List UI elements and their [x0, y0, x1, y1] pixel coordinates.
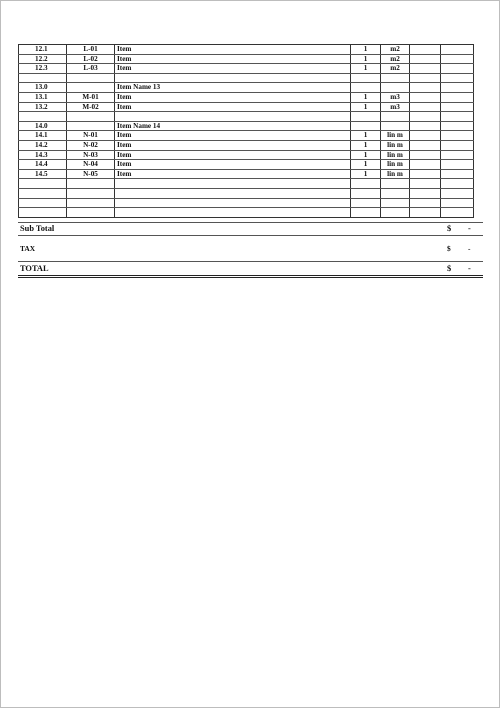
table-row: [19, 121, 474, 131]
item-amount-cell: [441, 179, 474, 189]
item-code-cell: [67, 198, 115, 208]
item-quantity-cell: 1: [351, 160, 381, 170]
table-row: [19, 102, 474, 112]
item-amount-cell: [441, 208, 474, 218]
item-quantity-cell: 1: [351, 131, 381, 141]
tax-currency: $: [447, 244, 451, 253]
item-unit-cell: m2: [381, 45, 410, 55]
item-unit-cell: lin m: [381, 169, 410, 179]
total-rule-2: [18, 277, 483, 278]
table-row: [19, 45, 474, 55]
item-rate-cell: [410, 150, 441, 160]
item-description-cell: [115, 198, 351, 208]
item-rate-cell: [410, 169, 441, 179]
item-number-cell: [19, 73, 67, 83]
subtotal-currency: $: [447, 224, 452, 233]
item-number-cell: [19, 188, 67, 198]
item-description-cell: Item: [115, 64, 351, 74]
item-rate-cell: [410, 208, 441, 218]
item-code-cell: L-01: [67, 45, 115, 55]
item-code-cell: [67, 208, 115, 218]
item-quantity-cell: 1: [351, 92, 381, 102]
item-number-cell: 14.2: [19, 140, 67, 150]
item-description-cell: Item: [115, 92, 351, 102]
table-row: [19, 54, 474, 64]
item-unit-cell: lin m: [381, 140, 410, 150]
item-amount-cell: [441, 188, 474, 198]
item-rate-cell: [410, 179, 441, 189]
item-quantity-cell: [351, 112, 381, 122]
item-quantity-cell: [351, 121, 381, 131]
total-rule-1: [18, 275, 483, 276]
item-quantity-cell: [351, 73, 381, 83]
item-quantity-cell: [351, 188, 381, 198]
item-quantity-cell: [351, 83, 381, 93]
item-rate-cell: [410, 54, 441, 64]
item-rate-cell: [410, 112, 441, 122]
tax-label: TAX: [20, 244, 36, 253]
item-rate-cell: [410, 73, 441, 83]
item-unit-cell: m2: [381, 54, 410, 64]
item-description-cell: [115, 179, 351, 189]
items-table: [18, 44, 474, 218]
item-unit-cell: [381, 208, 410, 218]
item-unit-cell: lin m: [381, 150, 410, 160]
item-number-cell: 13.0: [19, 83, 67, 93]
item-amount-cell: [441, 83, 474, 93]
item-amount-cell: [441, 54, 474, 64]
item-amount-cell: [441, 169, 474, 179]
subtotal-bottom-rule: [18, 235, 483, 236]
item-number-cell: [19, 198, 67, 208]
subtotal-label: Sub Total: [20, 224, 55, 233]
total-value: -: [468, 264, 471, 273]
item-number-cell: 14.3: [19, 150, 67, 160]
item-unit-cell: [381, 121, 410, 131]
table-row: [19, 188, 474, 198]
item-number-cell: 14.5: [19, 169, 67, 179]
item-number-cell: 14.1: [19, 131, 67, 141]
item-amount-cell: [441, 102, 474, 112]
item-code-cell: N-05: [67, 169, 115, 179]
item-number-cell: [19, 112, 67, 122]
item-description-cell: Item: [115, 45, 351, 55]
item-unit-cell: [381, 179, 410, 189]
table-row: [19, 160, 474, 170]
item-code-cell: L-02: [67, 54, 115, 64]
item-code-cell: N-03: [67, 150, 115, 160]
table-row: [19, 179, 474, 189]
item-number-cell: 12.3: [19, 64, 67, 74]
item-amount-cell: [441, 45, 474, 55]
item-amount-cell: [441, 150, 474, 160]
item-description-cell: [115, 188, 351, 198]
item-number-cell: 14.4: [19, 160, 67, 170]
item-code-cell: [67, 188, 115, 198]
total-label: TOTAL: [20, 264, 49, 273]
table-row: [19, 150, 474, 160]
item-code-cell: L-03: [67, 64, 115, 74]
item-amount-cell: [441, 121, 474, 131]
item-number-cell: 13.2: [19, 102, 67, 112]
item-rate-cell: [410, 92, 441, 102]
item-amount-cell: [441, 131, 474, 141]
table-row: [19, 112, 474, 122]
item-rate-cell: [410, 83, 441, 93]
item-unit-cell: [381, 188, 410, 198]
item-unit-cell: lin m: [381, 160, 410, 170]
item-amount-cell: [441, 198, 474, 208]
item-number-cell: 12.2: [19, 54, 67, 64]
table-row: [19, 73, 474, 83]
item-quantity-cell: 1: [351, 102, 381, 112]
item-amount-cell: [441, 92, 474, 102]
subtotal-top-rule: [18, 222, 483, 223]
item-amount-cell: [441, 160, 474, 170]
table-row: [19, 131, 474, 141]
item-description-cell: Item: [115, 102, 351, 112]
total-currency: $: [447, 264, 452, 273]
item-code-cell: [67, 179, 115, 189]
item-rate-cell: [410, 45, 441, 55]
item-rate-cell: [410, 140, 441, 150]
item-unit-cell: [381, 198, 410, 208]
item-rate-cell: [410, 131, 441, 141]
item-quantity-cell: [351, 198, 381, 208]
item-quantity-cell: [351, 208, 381, 218]
item-unit-cell: lin m: [381, 131, 410, 141]
item-number-cell: [19, 208, 67, 218]
item-amount-cell: [441, 73, 474, 83]
item-code-cell: N-04: [67, 160, 115, 170]
item-description-cell: Item Name 14: [115, 121, 351, 131]
item-amount-cell: [441, 112, 474, 122]
item-description-cell: [115, 73, 351, 83]
item-description-cell: [115, 208, 351, 218]
item-description-cell: Item: [115, 169, 351, 179]
item-code-cell: M-02: [67, 102, 115, 112]
item-amount-cell: [441, 140, 474, 150]
item-description-cell: Item: [115, 131, 351, 141]
item-unit-cell: [381, 73, 410, 83]
table-row: [19, 83, 474, 93]
item-unit-cell: m3: [381, 92, 410, 102]
item-description-cell: Item: [115, 160, 351, 170]
table-row: [19, 140, 474, 150]
item-code-cell: [67, 83, 115, 93]
item-unit-cell: [381, 112, 410, 122]
item-unit-cell: m2: [381, 64, 410, 74]
tax-value: -: [468, 244, 471, 253]
table-row: [19, 169, 474, 179]
item-description-cell: Item: [115, 54, 351, 64]
item-number-cell: 13.1: [19, 92, 67, 102]
item-quantity-cell: 1: [351, 45, 381, 55]
item-amount-cell: [441, 64, 474, 74]
item-rate-cell: [410, 160, 441, 170]
item-rate-cell: [410, 121, 441, 131]
item-description-cell: Item Name 13: [115, 83, 351, 93]
item-quantity-cell: 1: [351, 64, 381, 74]
item-code-cell: [67, 112, 115, 122]
item-unit-cell: [381, 83, 410, 93]
item-quantity-cell: 1: [351, 169, 381, 179]
table-row: [19, 208, 474, 218]
item-quantity-cell: 1: [351, 54, 381, 64]
item-code-cell: N-02: [67, 140, 115, 150]
item-number-cell: 12.1: [19, 45, 67, 55]
item-rate-cell: [410, 198, 441, 208]
item-code-cell: [67, 121, 115, 131]
total-top-rule: [18, 261, 483, 262]
item-code-cell: N-01: [67, 131, 115, 141]
item-quantity-cell: [351, 179, 381, 189]
item-description-cell: Item: [115, 140, 351, 150]
item-code-cell: [67, 73, 115, 83]
item-number-cell: 14.0: [19, 121, 67, 131]
subtotal-value: -: [468, 224, 471, 233]
item-number-cell: [19, 179, 67, 189]
table-row: [19, 64, 474, 74]
item-rate-cell: [410, 64, 441, 74]
item-description-cell: [115, 112, 351, 122]
item-quantity-cell: 1: [351, 150, 381, 160]
table-row: [19, 92, 474, 102]
item-unit-cell: m3: [381, 102, 410, 112]
item-rate-cell: [410, 102, 441, 112]
item-rate-cell: [410, 188, 441, 198]
item-description-cell: Item: [115, 150, 351, 160]
item-code-cell: M-01: [67, 92, 115, 102]
item-quantity-cell: 1: [351, 140, 381, 150]
table-row: [19, 198, 474, 208]
